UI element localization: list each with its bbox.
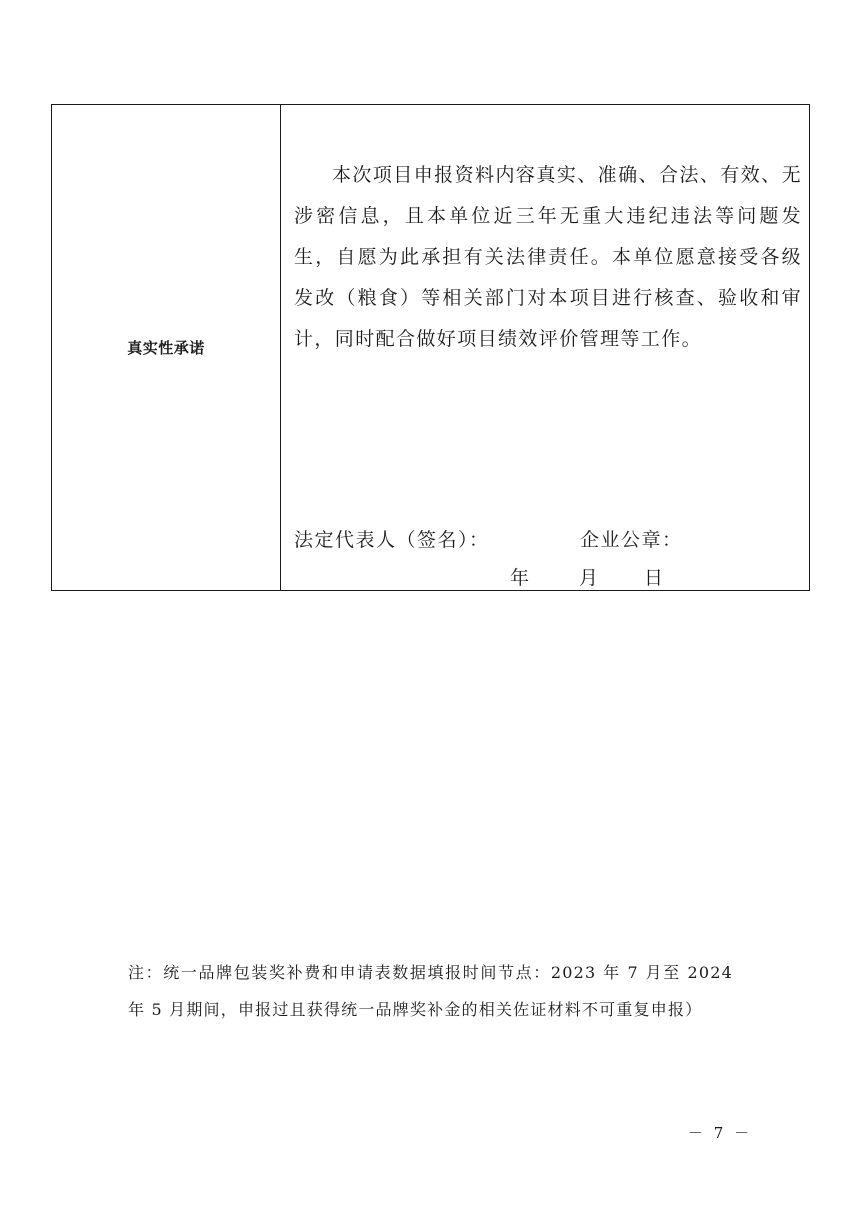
cell-divider bbox=[280, 105, 281, 590]
commitment-label: 真实性承诺 bbox=[127, 339, 205, 357]
signature-label: 法定代表人（签名）： bbox=[294, 529, 490, 551]
date-row bbox=[510, 563, 663, 590]
date-year: 年 bbox=[510, 567, 530, 589]
content-cell bbox=[282, 105, 809, 590]
label-cell bbox=[52, 105, 280, 590]
date-day: 日 bbox=[644, 567, 664, 589]
page-number: － 7 － bbox=[688, 1124, 753, 1142]
commitment-table bbox=[51, 104, 810, 591]
footnote: 注：统一品牌包装奖补费和申请表数据填报时间节点：2023 年 7 月至 2024 年 5 月期间，申报过且获得统一品牌奖补金的相关佐证材料不可重复申报） bbox=[128, 963, 733, 1019]
seal-label: 企业公章： bbox=[580, 529, 683, 551]
date-month: 月 bbox=[579, 567, 599, 589]
commitment-text: 本次项目申报资料内容真实、准确、合法、有效、无涉密信息，且本单位近三年无重大违纪违法等问题发生，自愿为此承担有关法律责任。本单位愿意接受各级发改（粮食）等相关部门对本项目进行核查、验收和审计，同时配合做好项目绩效评价管理等工作。 bbox=[294, 164, 802, 350]
